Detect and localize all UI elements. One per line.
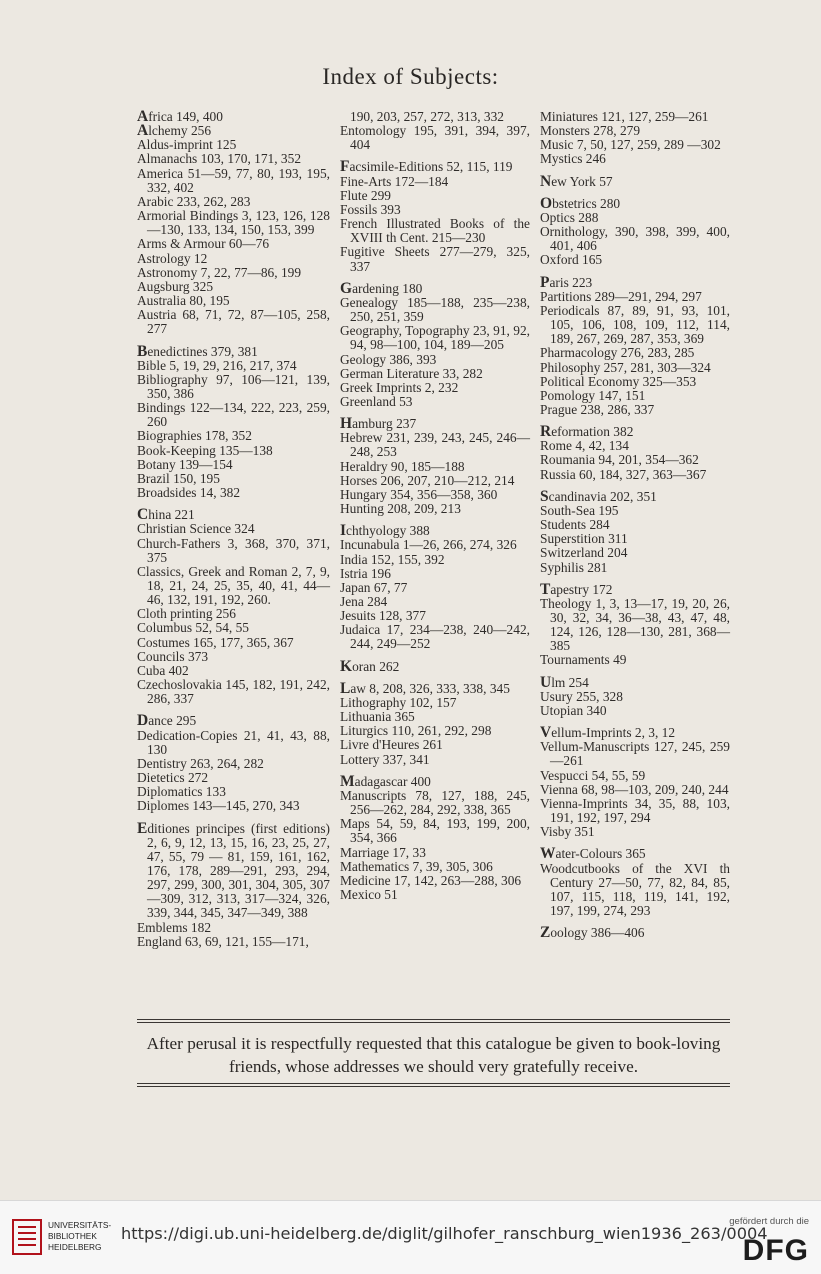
entry-text: Church-Fathers 3, 368, 370, 371, 375 bbox=[137, 535, 330, 565]
index-entry bbox=[137, 294, 330, 308]
index-entry bbox=[137, 280, 330, 294]
index-entry bbox=[137, 486, 330, 500]
entry-text: Music 7, 50, 127, 259, 289 —302 bbox=[540, 137, 721, 153]
entry-initial: F bbox=[340, 158, 350, 176]
index-entry bbox=[540, 673, 730, 691]
entry-text: candinavia 202, 351 bbox=[548, 488, 657, 504]
index-entry bbox=[540, 518, 730, 532]
index-entry bbox=[137, 342, 330, 360]
index-entry bbox=[540, 304, 730, 346]
index-entry bbox=[340, 860, 530, 874]
index-entry bbox=[340, 279, 530, 297]
index-entry bbox=[540, 580, 730, 598]
entry-text: Entomology 195, 391, 394, 397, 404 bbox=[340, 123, 530, 153]
index-entry bbox=[137, 799, 330, 813]
index-entry bbox=[137, 636, 330, 650]
index-entry bbox=[340, 124, 530, 152]
entry-initial: V bbox=[540, 724, 552, 742]
viewer-footer bbox=[0, 1200, 821, 1274]
index-entry bbox=[137, 664, 330, 678]
entry-text: Pharmacology 276, 283, 285 bbox=[540, 345, 695, 361]
entry-text: oology 386—406 bbox=[550, 925, 645, 941]
index-entry bbox=[137, 266, 330, 280]
index-column-1 bbox=[137, 110, 330, 949]
index-entry bbox=[340, 431, 530, 459]
entry-text: adagascar 400 bbox=[354, 773, 431, 789]
index-entry bbox=[340, 474, 530, 488]
entry-text: aw 8, 208, 326, 333, 338, 345 bbox=[350, 680, 510, 696]
index-entry bbox=[340, 817, 530, 845]
index-entry bbox=[340, 502, 530, 516]
library-seal-icon bbox=[12, 1219, 42, 1255]
index-entry bbox=[340, 417, 530, 431]
index-entry bbox=[540, 769, 730, 783]
entry-text: Liturgics 110, 261, 292, 298 bbox=[340, 723, 492, 739]
index-entry bbox=[340, 874, 530, 888]
index-entry bbox=[340, 460, 530, 474]
entry-text: Astrology 12 bbox=[137, 250, 208, 266]
index-column-2 bbox=[340, 110, 530, 902]
index-entry bbox=[540, 346, 730, 360]
entry-text: Jena 284 bbox=[340, 594, 388, 609]
bottom-rule-inner bbox=[137, 1086, 730, 1087]
index-entry bbox=[340, 217, 530, 245]
entry-text: Jesuits 128, 377 bbox=[340, 608, 426, 624]
entry-text: Diplomes 143—145, 270, 343 bbox=[137, 798, 300, 814]
entry-text: Genealogy 185—188, 235—238, 250, 251, 359 bbox=[340, 294, 530, 325]
entry-text: Flute 299 bbox=[340, 187, 391, 203]
entry-initial: H bbox=[340, 415, 353, 433]
index-entry bbox=[540, 532, 730, 546]
entry-text: South-Sea 195 bbox=[540, 502, 619, 518]
entry-text: Emblems 182 bbox=[137, 919, 212, 935]
entry-text: ardening 180 bbox=[352, 280, 423, 296]
entry-text: Almanachs 103, 170, 171, 352 bbox=[137, 151, 302, 167]
index-entry bbox=[340, 367, 530, 381]
entry-text: Greenland 53 bbox=[340, 393, 413, 409]
entry-text: Augsburg 325 bbox=[137, 278, 214, 294]
entry-text: Optics 288 bbox=[540, 209, 599, 225]
entry-text: Heraldry 90, 185—188 bbox=[340, 458, 465, 474]
index-entry bbox=[340, 567, 530, 581]
entry-text: Philosophy 257, 281, 303—324 bbox=[540, 359, 711, 375]
entry-initial: K bbox=[340, 657, 353, 675]
entry-text: ater-Colours 365 bbox=[555, 846, 646, 862]
index-entry bbox=[340, 888, 530, 902]
entry-text: Usury 255, 328 bbox=[540, 688, 623, 704]
index-entry bbox=[340, 245, 530, 273]
entry-text: Theology 1, 3, 13—17, 19, 20, 26, 30, 32, 34, 36—38, 43, 47, 48, 124, 126, 128—130, 281, 368—385 bbox=[540, 595, 730, 654]
entry-text: Classics, Greek and Roman 2, 7, 9, 18, 21, 24, 25, 35, 40, 41, 44—46, 132, 191, 192, 260. bbox=[137, 563, 330, 608]
index-entry bbox=[137, 757, 330, 771]
entry-text: ew York 57 bbox=[551, 173, 613, 189]
entry-initial: U bbox=[540, 673, 552, 691]
entry-text: Greek Imprints 2, 232 bbox=[340, 379, 459, 395]
entry-text: Partitions 289—291, 294, 297 bbox=[540, 288, 702, 304]
index-entry bbox=[540, 653, 730, 667]
entry-text: Judaica 17, 234—238, 240—242, 244, 249—252 bbox=[340, 622, 530, 652]
entry-initial: P bbox=[540, 273, 550, 291]
index-entry bbox=[340, 753, 530, 767]
entry-text: Book-Keeping 135—138 bbox=[137, 442, 273, 458]
entry-initial: N bbox=[540, 172, 552, 190]
entry-text: Lottery 337, 341 bbox=[340, 751, 430, 767]
entry-text: England 63, 69, 121, 155—171, bbox=[137, 933, 309, 949]
entry-text: chthyology 388 bbox=[346, 523, 430, 539]
top-rule bbox=[137, 1019, 730, 1020]
index-entry bbox=[137, 195, 330, 209]
entry-text: Czechoslovakia 145, 182, 191, 242, 286, 337 bbox=[137, 677, 330, 707]
index-entry bbox=[340, 738, 530, 752]
library-name-line2: BIBLIOTHEK bbox=[48, 1231, 97, 1241]
index-entry bbox=[540, 403, 730, 417]
index-entry bbox=[340, 395, 530, 409]
index-entry bbox=[137, 650, 330, 664]
entry-text: Tournaments 49 bbox=[540, 652, 627, 668]
entry-text: Hunting 208, 209, 213 bbox=[340, 501, 461, 517]
entry-text: 190, 203, 257, 272, 313, 332 bbox=[350, 109, 504, 124]
entry-text: Mystics 246 bbox=[540, 151, 606, 167]
entry-text: frica 149, 400 bbox=[148, 109, 223, 124]
entry-text: Pomology 147, 151 bbox=[540, 387, 646, 403]
entry-text: Mathematics 7, 39, 305, 306 bbox=[340, 858, 493, 874]
entry-text: Biographies 178, 352 bbox=[137, 428, 252, 444]
index-entry bbox=[340, 524, 530, 538]
entry-text: Christian Science 324 bbox=[137, 521, 255, 537]
entry-initial: M bbox=[340, 772, 355, 790]
entry-text: Fugitive Sheets 277—279, 325, 337 bbox=[340, 244, 530, 274]
index-entry bbox=[340, 203, 530, 217]
index-entry bbox=[540, 597, 730, 654]
entry-text: Russia 60, 184, 327, 363—367 bbox=[540, 466, 707, 482]
index-entry bbox=[137, 152, 330, 166]
index-entry bbox=[340, 110, 530, 124]
entry-text: Utopian 340 bbox=[540, 702, 607, 718]
index-entry bbox=[340, 175, 530, 189]
index-entry bbox=[340, 609, 530, 623]
entry-text: Incunabula 1—26, 266, 274, 326 bbox=[340, 537, 517, 553]
index-entry bbox=[340, 538, 530, 552]
entry-text: Botany 139—154 bbox=[137, 456, 233, 472]
entry-text: Bible 5, 19, 29, 216, 217, 374 bbox=[137, 357, 297, 373]
index-entry bbox=[340, 488, 530, 502]
index-entry bbox=[540, 425, 730, 439]
index-entry bbox=[540, 152, 730, 166]
entry-initial: R bbox=[540, 423, 552, 441]
index-entry bbox=[540, 211, 730, 225]
entry-text: Geology 386, 393 bbox=[340, 351, 437, 367]
entry-text: amburg 237 bbox=[352, 416, 417, 432]
index-entry bbox=[540, 453, 730, 467]
entry-text: Australia 80, 195 bbox=[137, 293, 230, 309]
entry-text: Students 284 bbox=[540, 517, 610, 533]
entry-text: Roumania 94, 201, 354—362 bbox=[540, 452, 699, 468]
entry-initial: D bbox=[137, 712, 149, 730]
entry-text: Switzerland 204 bbox=[540, 545, 628, 561]
entry-text: Councils 373 bbox=[137, 648, 209, 664]
index-entry bbox=[340, 846, 530, 860]
index-entry bbox=[540, 439, 730, 453]
entry-text: Superstition 311 bbox=[540, 531, 628, 547]
index-entry bbox=[137, 508, 330, 522]
index-entry bbox=[540, 797, 730, 825]
index-entry bbox=[540, 704, 730, 718]
index-entry bbox=[137, 819, 330, 921]
index-entry bbox=[540, 546, 730, 560]
index-entry bbox=[137, 237, 330, 251]
entry-text: lm 254 bbox=[551, 674, 589, 690]
index-entry bbox=[540, 225, 730, 253]
index-entry bbox=[137, 252, 330, 266]
entry-text: Aldus-imprint 125 bbox=[137, 137, 237, 153]
entry-initial: T bbox=[540, 580, 551, 598]
entry-text: Horses 206, 207, 210—212, 214 bbox=[340, 472, 515, 488]
entry-text: French Illustrated Books of the XVIII th Cent. 215—230 bbox=[340, 216, 530, 246]
entry-text: Arabic 233, 262, 283 bbox=[137, 193, 251, 209]
entry-initial: W bbox=[540, 845, 556, 863]
entry-initial: Z bbox=[540, 924, 551, 942]
entry-text: Visby 351 bbox=[540, 824, 595, 840]
entry-text: Hebrew 231, 239, 243, 245, 246—248, 253 bbox=[340, 430, 530, 460]
entry-text: Maps 54, 59, 84, 193, 199, 200, 354, 366 bbox=[340, 816, 530, 846]
index-entry bbox=[540, 389, 730, 403]
index-entry bbox=[540, 361, 730, 375]
entry-text: enedictines 379, 381 bbox=[147, 343, 258, 359]
index-entry bbox=[137, 167, 330, 195]
index-entry bbox=[137, 373, 330, 401]
entry-text: Dedication-Copies 21, 41, 43, 88, 130 bbox=[137, 727, 330, 757]
index-entry bbox=[137, 138, 330, 152]
entry-text: Istria 196 bbox=[340, 565, 391, 581]
index-entry bbox=[340, 581, 530, 595]
entry-text: Costumes 165, 177, 365, 367 bbox=[137, 634, 294, 650]
index-entry bbox=[540, 847, 730, 861]
entry-text: Manuscripts 78, 127, 188, 245, 256—262, 284, 292, 338, 365 bbox=[340, 787, 530, 818]
index-entry bbox=[540, 290, 730, 304]
entry-text: Ornithology, 390, 398, 399, 400, 401, 406 bbox=[540, 224, 730, 254]
entry-text: Woodcutbooks of the XVI th Century 27—50, 77, 82, 84, 85, 107, 115, 118, 119, 141, 192, 197, 199, 274, 293 bbox=[540, 860, 730, 918]
entry-text: Cuba 402 bbox=[137, 662, 189, 678]
entry-initial: L bbox=[340, 679, 351, 697]
index-entry bbox=[137, 565, 330, 607]
entry-text: Monsters 278, 279 bbox=[540, 123, 641, 139]
index-entry bbox=[340, 553, 530, 567]
index-entry bbox=[137, 771, 330, 785]
entry-text: aris 223 bbox=[549, 274, 593, 290]
library-name-line3: HEIDELBERG bbox=[48, 1242, 102, 1252]
entry-text: German Literature 33, 282 bbox=[340, 365, 483, 381]
closing-notice: After perusal it is respectfully requested that this catalogue be given to book-loving friends, whose addresses we should very gratefully receive. bbox=[146, 1034, 721, 1076]
entry-text: Japan 67, 77 bbox=[340, 579, 408, 595]
entry-text: Broadsides 14, 382 bbox=[137, 485, 241, 501]
index-entry bbox=[137, 308, 330, 336]
entry-text: Bibliography 97, 106—121, 139, 350, 386 bbox=[137, 371, 330, 401]
index-entry bbox=[340, 296, 530, 324]
index-entry bbox=[137, 714, 330, 728]
index-entry bbox=[540, 172, 730, 190]
index-entry bbox=[137, 607, 330, 621]
index-column-3 bbox=[540, 110, 730, 940]
entry-text: Austria 68, 71, 72, 87—105, 258, 277 bbox=[137, 307, 330, 337]
library-name[interactable] bbox=[48, 1220, 111, 1253]
entry-initial: A bbox=[137, 122, 149, 140]
index-entry bbox=[540, 138, 730, 152]
entry-text: Brazil 150, 195 bbox=[137, 470, 220, 486]
entry-text: eformation 382 bbox=[551, 424, 634, 440]
index-entry bbox=[540, 783, 730, 797]
index-entry bbox=[540, 194, 730, 212]
entry-text: Armorial Bindings 3, 123, 126, 128—130, 133, 134, 150, 153, 399 bbox=[137, 208, 330, 238]
index-entry bbox=[137, 429, 330, 443]
index-entry bbox=[340, 789, 530, 817]
entry-text: Columbus 52, 54, 55 bbox=[137, 620, 249, 636]
entry-text: India 152, 155, 392 bbox=[340, 551, 445, 567]
index-entry bbox=[137, 401, 330, 429]
index-entry bbox=[540, 926, 730, 940]
permalink-url[interactable]: https://digi.ub.uni-heidelberg.de/diglit/gilhofer_ranschburg_wien1936_263/0004 bbox=[121, 1224, 768, 1243]
entry-text: Fine-Arts 172—184 bbox=[340, 173, 449, 189]
index-entry bbox=[540, 740, 730, 768]
index-entry bbox=[540, 561, 730, 575]
entry-text: Fossils 393 bbox=[340, 201, 401, 217]
index-entry bbox=[137, 124, 330, 138]
entry-text: bstetrics 280 bbox=[552, 195, 621, 211]
entry-text: Vespucci 54, 55, 59 bbox=[540, 767, 646, 783]
entry-text: Miniatures 121, 127, 259—261 bbox=[540, 109, 709, 124]
entry-initial: I bbox=[340, 522, 347, 540]
entry-text: Vienna-Imprints 34, 35, 88, 103, 191, 192, 197, 294 bbox=[540, 795, 730, 826]
entry-text: Dietetics 272 bbox=[137, 770, 209, 786]
index-entry bbox=[540, 825, 730, 839]
entry-text: ditiones principes (first editions) 2, 6, 9, 12, 13, 15, 16, 23, 25, 27, 47, 55, 79 — 81, 159, 161, 162, 176, 178, 289—291, 293, 294, 297, 299, 300, 301, 304, 305, 307—309, 312, 313, 317—324, 326, 339, 344, 345, 347—349, 388 bbox=[147, 820, 330, 921]
index-entry bbox=[540, 690, 730, 704]
entry-initial: S bbox=[540, 487, 549, 505]
index-entry bbox=[540, 273, 730, 291]
index-entry bbox=[137, 729, 330, 757]
entry-text: apestry 172 bbox=[550, 581, 613, 597]
entry-text: oran 262 bbox=[352, 658, 400, 674]
index-entry bbox=[137, 921, 330, 935]
index-entry bbox=[340, 696, 530, 710]
entry-text: America 51—59, 77, 80, 193, 195, 332, 402 bbox=[137, 165, 330, 195]
funded-by-label: gefördert durch die bbox=[729, 1216, 809, 1227]
entry-initial: A bbox=[137, 108, 149, 125]
index-entry bbox=[137, 209, 330, 237]
index-entry bbox=[340, 353, 530, 367]
entry-text: Cloth printing 256 bbox=[137, 606, 236, 622]
index-entry bbox=[540, 862, 730, 919]
entry-text: Geography, Topography 23, 91, 92, 94, 98—100, 104, 189—205 bbox=[340, 323, 530, 353]
index-entry bbox=[340, 772, 530, 790]
entry-initial: B bbox=[137, 342, 148, 360]
index-entry bbox=[340, 324, 530, 352]
index-entry bbox=[540, 726, 730, 740]
index-entry bbox=[137, 359, 330, 373]
index-entry bbox=[340, 595, 530, 609]
entry-text: ance 295 bbox=[148, 713, 197, 729]
index-entry bbox=[137, 472, 330, 486]
index-entry bbox=[137, 458, 330, 472]
entry-text: Bindings 122—134, 222, 223, 259, 260 bbox=[137, 400, 330, 430]
index-entry bbox=[340, 189, 530, 203]
index-entry bbox=[340, 657, 530, 675]
entry-initial: C bbox=[137, 506, 149, 524]
index-entry bbox=[340, 623, 530, 651]
entry-text: Vellum-Manuscripts 127, 245, 259—261 bbox=[540, 739, 730, 769]
index-entry bbox=[540, 253, 730, 267]
entry-text: Mexico 51 bbox=[340, 886, 398, 902]
entry-text: Hungary 354, 356—358, 360 bbox=[340, 486, 498, 502]
entry-text: Marriage 17, 33 bbox=[340, 844, 426, 860]
entry-text: Lithuania 365 bbox=[340, 709, 415, 725]
bottom-rule bbox=[137, 1083, 730, 1084]
entry-initial: O bbox=[540, 194, 553, 212]
page-title: Index of Subjects: bbox=[322, 64, 499, 89]
index-entry bbox=[340, 679, 530, 697]
entry-text: Astronomy 7, 22, 77—86, 199 bbox=[137, 264, 302, 280]
index-entry bbox=[340, 381, 530, 395]
entry-initial: E bbox=[137, 819, 148, 837]
index-entry bbox=[340, 724, 530, 738]
index-entry bbox=[137, 537, 330, 565]
entry-text: Oxford 165 bbox=[540, 252, 603, 268]
index-entry bbox=[137, 621, 330, 635]
dfg-logo[interactable]: DFG bbox=[742, 1234, 809, 1267]
index-entry bbox=[540, 110, 730, 124]
entry-text: acsimile-Editions 52, 115, 119 bbox=[349, 159, 513, 175]
index-entry bbox=[540, 124, 730, 138]
entry-text: Diplomatics 133 bbox=[137, 784, 226, 800]
index-entry bbox=[540, 487, 730, 505]
entry-text: Livre d'Heures 261 bbox=[340, 737, 443, 753]
index-entry bbox=[340, 710, 530, 724]
entry-text: ellum-Imprints 2, 3, 12 bbox=[551, 725, 676, 741]
entry-text: Rome 4, 42, 134 bbox=[540, 438, 629, 454]
entry-text: Vienna 68, 98—103, 209, 240, 244 bbox=[540, 781, 729, 797]
entry-text: Prague 238, 286, 337 bbox=[540, 401, 655, 417]
index-entry bbox=[137, 935, 330, 949]
index-entry bbox=[137, 678, 330, 706]
entry-text: Periodicals 87, 89, 91, 93, 101, 105, 106, 108, 109, 112, 114, 189, 267, 269, 287, 353, 369 bbox=[540, 302, 730, 347]
entry-text: Dentistry 263, 264, 282 bbox=[137, 755, 264, 771]
entry-text: Lithography 102, 157 bbox=[340, 694, 457, 710]
index-entry bbox=[540, 468, 730, 482]
entry-text: Syphilis 281 bbox=[540, 559, 608, 575]
library-name-line1: UNIVERSITÄTS- bbox=[48, 1220, 112, 1230]
index-entry bbox=[540, 504, 730, 518]
entry-text: Political Economy 325—353 bbox=[540, 373, 697, 389]
index-entry bbox=[137, 522, 330, 536]
entry-text: Medicine 17, 142, 263—288, 306 bbox=[340, 872, 522, 888]
index-entry bbox=[137, 444, 330, 458]
index-entry bbox=[340, 160, 530, 174]
index-entry bbox=[137, 785, 330, 799]
entry-text: Arms & Armour 60—76 bbox=[137, 236, 270, 252]
entry-text: lchemy 256 bbox=[148, 123, 212, 139]
top-rule-inner bbox=[137, 1022, 730, 1023]
index-entry bbox=[540, 375, 730, 389]
entry-initial: G bbox=[340, 279, 353, 297]
entry-text: hina 221 bbox=[148, 507, 195, 523]
